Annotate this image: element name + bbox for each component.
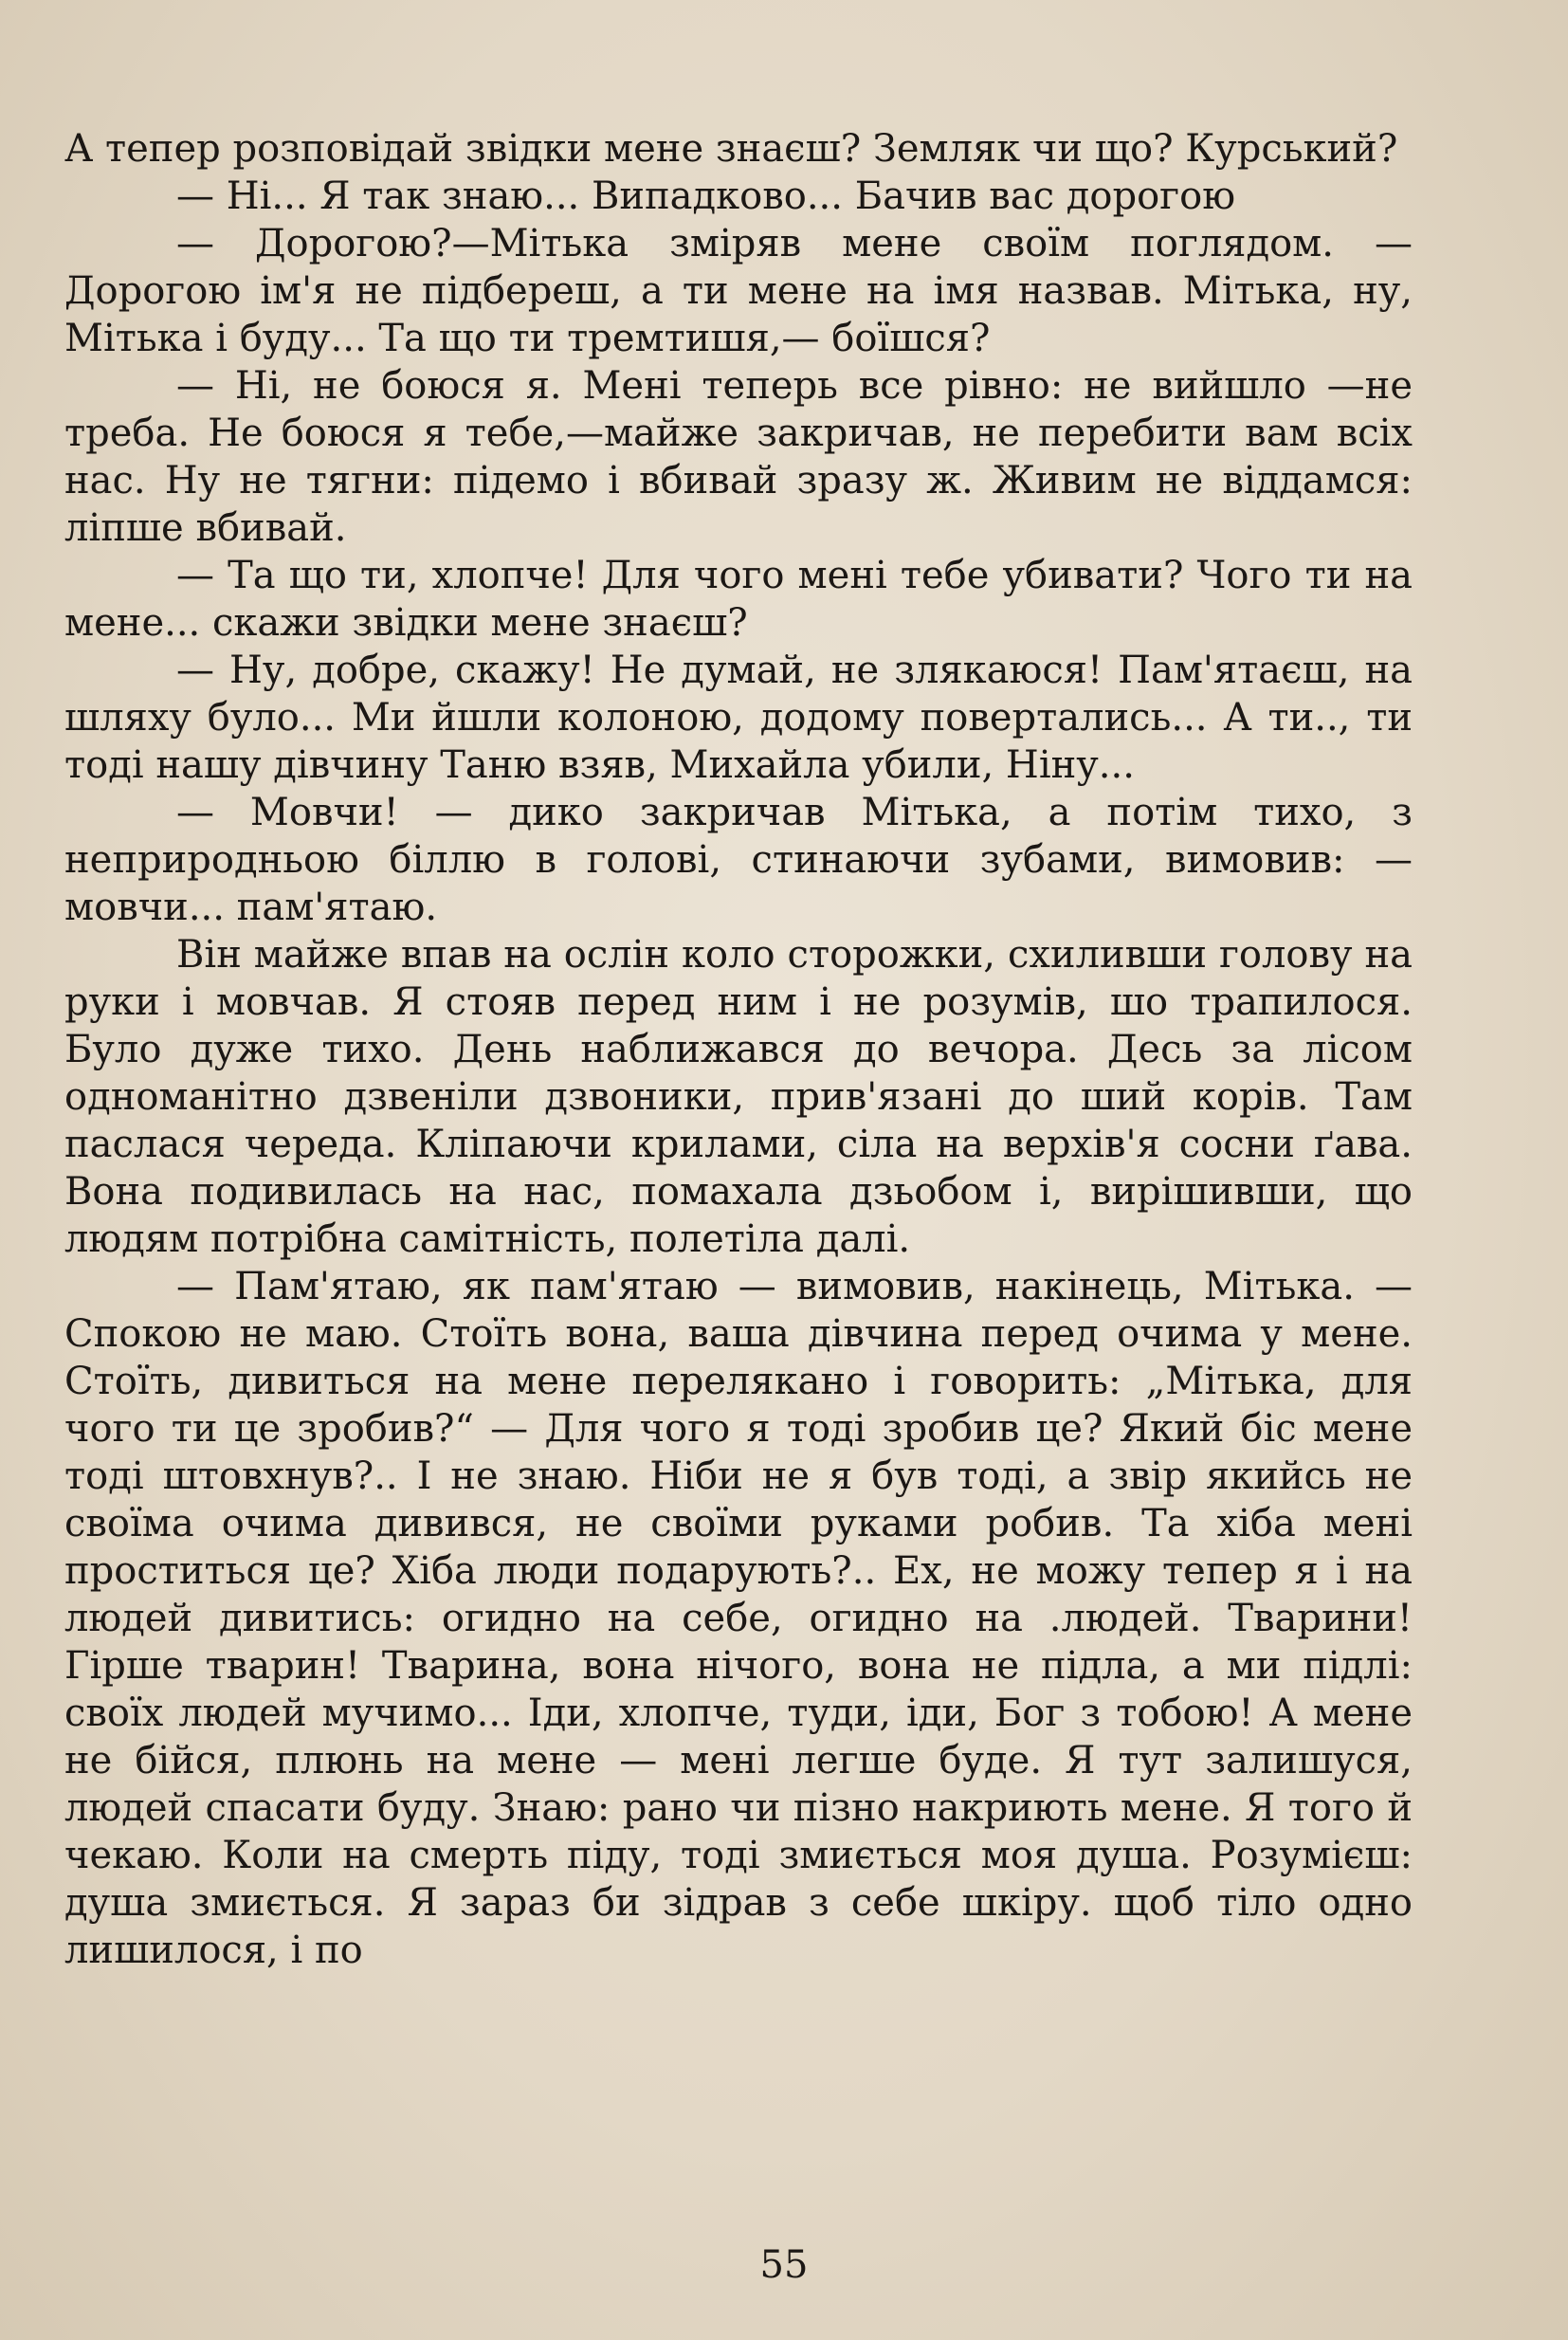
paragraph-4: — Ні, не боюся я. Мені теперь все рівно: не вийшло —не треба. Не боюся я тебе,—майже закричав, не перебити вам всіх нас. Ну не тягни: підемо і вбивай зразу ж. Живим не віддамся: ліпше вбивай. (64, 364, 1413, 550)
paragraph-7: — Мовчи! — дико закричав Мітька, а потім тихо, з неприродньою біллю в голові, стинаючи зубами, вимовив: — мовчи... пам'ятаю. (64, 791, 1413, 929)
page-number: 55 (759, 2243, 809, 2287)
paragraph-3: — Дорогою?—Мітька зміряв мене своїм поглядом. —Дорогою ім'я не підбереш, а ти мене на імя назвав. Мітька, ну, Мітька і буду... Та що ти тремтишя,— боїшся? (64, 222, 1413, 360)
paragraph-9: — Пам'ятаю, як пам'ятаю — вимовив, накінець, Мітька. — Спокою не маю. Стоїть вона, ваша дівчина перед очима у мене. Стоїть, дивиться на мене перелякано і говорить: „Мітька, для чого ти це зробив?“ — Для чого я тоді зробив це? Який біс мене тоді штовхнув?.. І не знаю. Ніби не я був тоді, а звір якийсь не своїма очима дивився, не своїми руками робив. Та хіба мені проститься це? Хіба люди подарують?.. Ех, не можу тепер я і на людей дивитись: огидно на себе, огидно на .людей. Тварини! Гірше тварин! Тварина, вона нічого, вона не підла, а ми підлі: своїх людей мучимо... Іди, хлопче, туди, іди, Бог з тобою! А мене не бійся, плюнь на мене — мені легше буде. Я тут залишуся, людей спасати буду. Знаю: рано чи пізно накриють мене. Я того й чекаю. Коли на смерть піду, тоді змиється моя душа. Розумієш: душа змиється. Я зараз би зідрав з себе шкіру. щоб тіло одно лишилося, і по (64, 1265, 1413, 1972)
paragraph-8: Він майже впав на ослін коло сторожки, схиливши голову на руки і мовчав. Я стояв перед ним і не розумів, шо трапилося. Було дуже тихо. День наближався до вечора. Десь за лісом одноманітно дзвеніли дзвоники, прив'язані до ший корів. Там паслася череда. Кліпаючи крилами, сіла на верхів'я сосни ґава. Вона подивилась на нас, помахала дзьобом і, вирішивши, що людям потрібна самітність, полетіла далі. (64, 933, 1413, 1261)
paragraph-6: — Ну, добре, скажу! Не думай, не злякаюся! Пам'ятаєш, на шляху було... Ми йшли колоною, додому повертались... А ти.., ти тоді нашу дівчину Таню взяв, Михайла убили, Ніну... (64, 649, 1413, 787)
paragraph-2: — Ні... Я так знаю... Випадково... Бачив вас дорогою (176, 174, 1236, 218)
paragraph-5: — Та що ти, хлопче! Для чого мені тебе убивати? Чого ти на мене... скажи звідки мене знаєш? (64, 554, 1413, 645)
paragraph-1: А тепер розповідай звідки мене знаєш? Земляк чи що? Курський? (64, 127, 1398, 171)
page-text (64, 125, 1413, 1974)
